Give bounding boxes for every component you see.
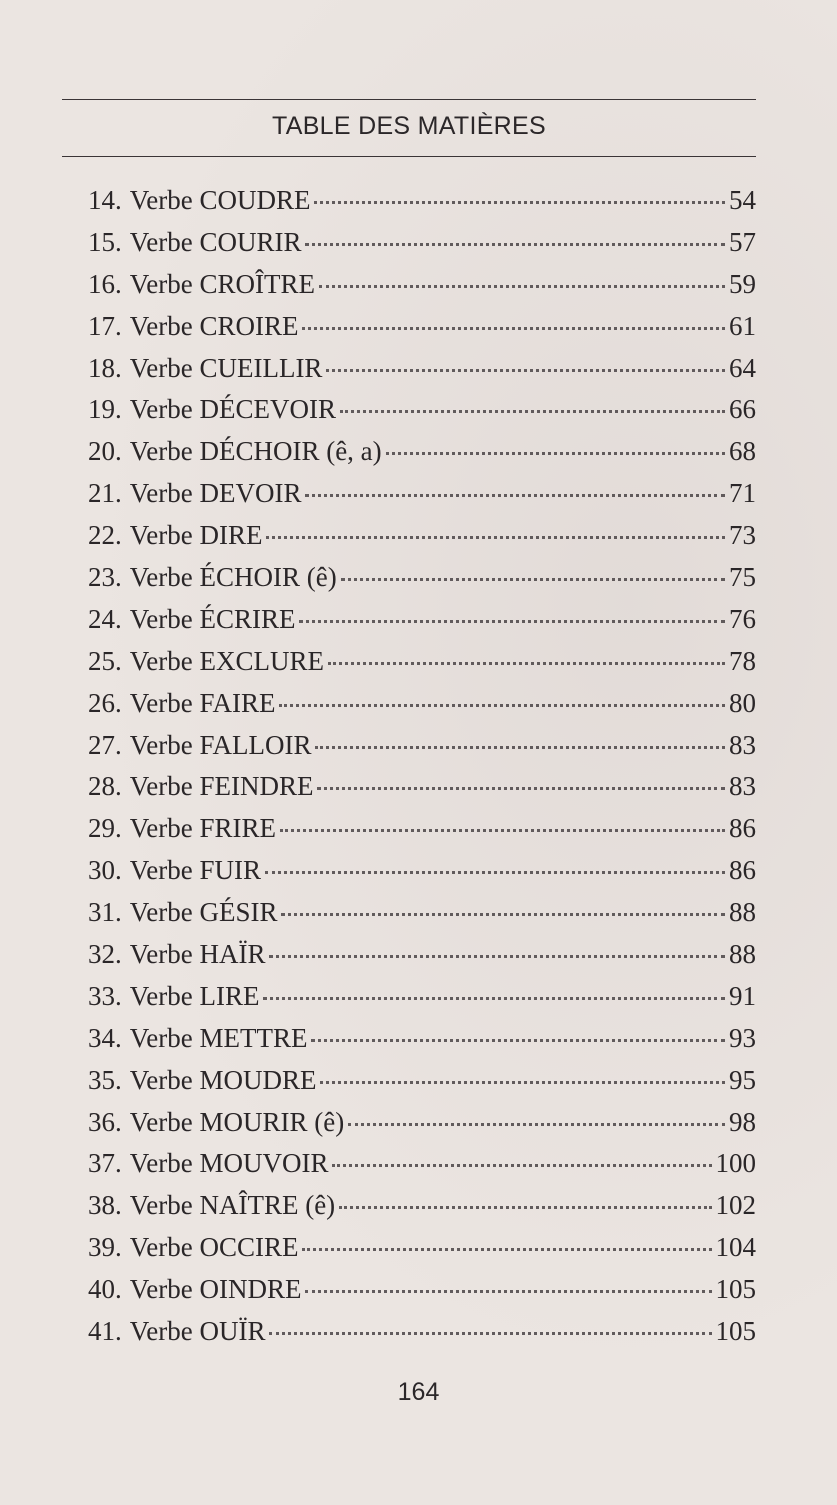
toc-entry [88,557,756,599]
dot-leader [311,1038,725,1042]
entry-number: 31. [88,897,122,928]
entry-number: 24. [88,603,122,634]
header-rule-top [62,99,756,100]
toc-entry [88,599,756,641]
entry-title: Verbe FALLOIR [129,729,312,760]
dot-leader [326,368,725,372]
entry-number: 33. [88,980,122,1011]
entry-title: Verbe METTRE [129,1022,308,1053]
dot-leader [315,745,725,749]
toc-entry [88,389,756,431]
toc-entry [88,1269,756,1311]
entry-number: 17. [88,310,122,341]
entry-number: 29. [88,813,122,844]
dot-leader [386,451,725,455]
dot-leader [265,870,725,874]
toc-entry [88,808,756,850]
entry-number: 25. [88,645,122,676]
entry-page-number: 95 [729,1064,756,1095]
toc-entry [88,515,756,557]
toc-entry [88,1143,756,1185]
dot-leader [317,786,725,790]
dot-leader [263,996,725,1000]
dot-leader [305,1289,711,1293]
entry-title: Verbe FRIRE [129,813,276,844]
dot-leader [299,619,725,623]
entry-title: Verbe LIRE [129,980,260,1011]
entry-number: 36. [88,1106,122,1137]
dot-leader [314,200,725,204]
entry-page-number: 78 [729,645,756,676]
entry-title: Verbe EXCLURE [129,645,324,676]
entry-number: 21. [88,478,122,509]
dot-leader [279,703,725,707]
entry-title: Verbe OUÏR [129,1316,266,1347]
entry-page-number: 91 [729,980,756,1011]
entry-number: 27. [88,729,122,760]
entry-page-number: 57 [729,226,756,257]
entry-title: Verbe HAÏR [129,939,266,970]
entry-number: 28. [88,771,122,802]
entry-title: Verbe ÉCRIRE [129,603,296,634]
entry-title: Verbe COURIR [129,226,302,257]
entry-number: 37. [88,1148,122,1179]
dot-leader [302,1247,711,1251]
entry-title: Verbe OINDRE [129,1274,302,1305]
dot-leader [328,661,725,665]
entry-number: 32. [88,939,122,970]
entry-page-number: 71 [729,478,756,509]
entry-title: Verbe GÉSIR [129,897,278,928]
entry-page-number: 86 [729,855,756,886]
entry-number: 26. [88,687,122,718]
entry-title: Verbe DIRE [129,520,263,551]
dot-leader [332,1163,711,1167]
toc-entry [88,222,756,264]
entry-page-number: 104 [715,1232,756,1263]
entry-title: Verbe MOUVOIR [129,1148,329,1179]
toc-entry [88,306,756,348]
toc-entry [88,976,756,1018]
toc-entry [88,348,756,390]
entry-page-number: 54 [729,185,756,215]
dot-leader [348,1122,725,1126]
entry-title: Verbe FEINDRE [129,771,314,802]
toc-entry [88,1185,756,1227]
entry-number: 14. [88,185,122,215]
entry-page-number: 83 [729,771,756,802]
page-number: 164 [397,1378,440,1406]
entry-number: 19. [88,394,122,425]
dot-leader [269,954,725,958]
dot-leader [269,1331,711,1335]
dot-leader [320,1080,725,1084]
dot-leader [280,828,725,832]
toc-entry [88,1311,756,1353]
toc-entry [88,1060,756,1102]
toc-entry [88,1102,756,1144]
entry-page-number: 86 [729,813,756,844]
entry-title: Verbe MOURIR (ê) [129,1106,345,1137]
entry-number: 18. [88,352,122,383]
entry-page-number: 76 [729,603,756,634]
entry-title: Verbe DÉCHOIR (ê, a) [129,436,382,467]
entry-page-number: 80 [729,687,756,718]
dot-leader [339,1205,711,1209]
entry-number: 16. [88,268,122,299]
entry-title: Verbe FUIR [129,855,261,886]
entry-page-number: 88 [729,897,756,928]
toc-entry [88,180,756,222]
toc-entry [88,934,756,976]
entry-title: Verbe OCCIRE [129,1232,299,1263]
toc-entry [88,1227,756,1269]
dot-leader [302,326,725,330]
entry-number: 30. [88,855,122,886]
entry-number: 15. [88,226,122,257]
entry-number: 38. [88,1190,122,1221]
entry-page-number: 83 [729,729,756,760]
entry-page-number: 98 [729,1106,756,1137]
header-rule-bottom [62,156,756,157]
dot-leader [281,912,725,916]
entry-page-number: 102 [715,1190,756,1221]
entry-title: Verbe DEVOIR [129,478,302,509]
toc-entry [88,892,756,934]
entry-page-number: 61 [729,310,756,341]
entry-page-number: 93 [729,1022,756,1053]
entry-page-number: 64 [729,352,756,383]
entry-number: 23. [88,562,122,593]
table-of-contents [88,180,756,1353]
toc-entry [88,766,756,808]
entry-page-number: 73 [729,520,756,551]
entry-number: 35. [88,1064,122,1095]
running-head: TABLE DES MATIÈRES [272,112,546,140]
entry-title: Verbe CUEILLIR [129,352,323,383]
entry-title: Verbe COUDRE [129,185,311,215]
toc-entry [88,473,756,515]
entry-title: Verbe MOUDRE [129,1064,317,1095]
entry-page-number: 75 [729,562,756,593]
entry-page-number: 105 [715,1274,756,1305]
entry-title: Verbe FAIRE [129,687,276,718]
entry-title: Verbe DÉCEVOIR [129,394,336,425]
entry-number: 39. [88,1232,122,1263]
entry-title: Verbe NAÎTRE (ê) [129,1190,336,1221]
dot-leader [319,284,725,288]
toc-entry [88,850,756,892]
entry-page-number: 100 [715,1148,756,1179]
toc-entry [88,1018,756,1060]
entry-number: 22. [88,520,122,551]
entry-page-number: 88 [729,939,756,970]
entry-title: Verbe CROÎTRE [129,268,315,299]
entry-number: 20. [88,436,122,467]
entry-number: 41. [88,1316,122,1347]
dot-leader [341,577,725,581]
entry-page-number: 66 [729,394,756,425]
entry-title: Verbe CROIRE [129,310,299,341]
toc-entry [88,683,756,725]
entry-page-number: 105 [715,1316,756,1347]
entry-page-number: 59 [729,268,756,299]
toc-entry [88,641,756,683]
dot-leader [340,409,725,413]
toc-entry [88,725,756,767]
dot-leader [305,242,725,246]
toc-entry [88,431,756,473]
entry-number: 40. [88,1274,122,1305]
dot-leader [266,535,725,539]
entry-number: 34. [88,1022,122,1053]
dot-leader [305,493,725,497]
entry-title: Verbe ÉCHOIR (ê) [129,562,337,593]
toc-entry [88,264,756,306]
entry-page-number: 68 [729,436,756,467]
